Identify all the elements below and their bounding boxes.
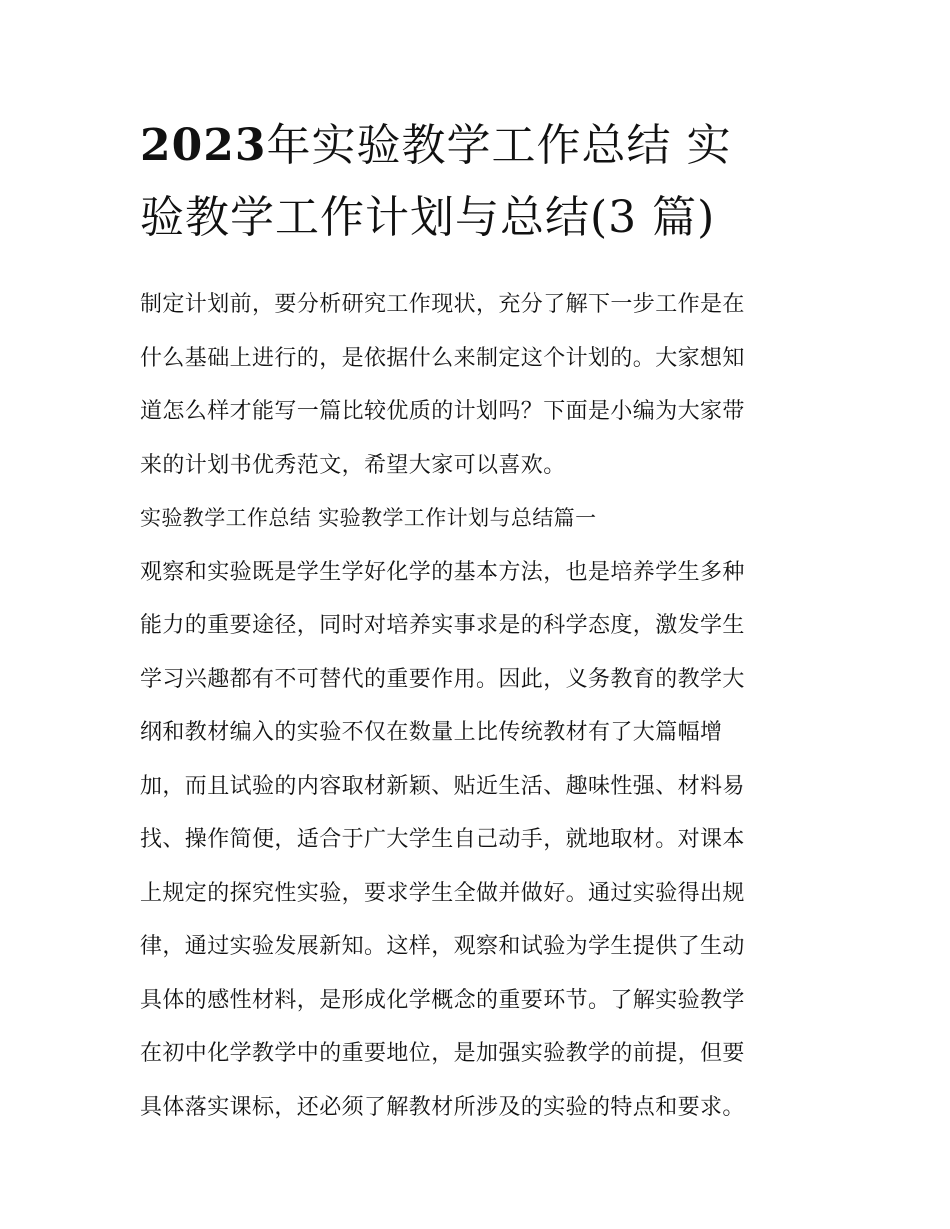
- intro-line-4: 来的计划书优秀范文，希望大家可以喜欢。: [140, 452, 566, 478]
- paragraph-line-4: 纲和教材编入的实验不仅在数量上比传统教材有了大篇幅增: [140, 720, 723, 745]
- document-title: [140, 110, 820, 254]
- paragraph-line-6: 找、操作简便，适合于广大学生自己动手，就地取材。对课本: [140, 827, 745, 852]
- paragraph-line-11: 具体落实课标，还必须了解教材所涉及的实验的特点和要求。: [140, 1094, 745, 1120]
- title-year: 2023: [140, 120, 267, 171]
- title-line-2: [140, 182, 820, 254]
- title-line-2-text: 验教学工作计划与总结(3 篇): [140, 192, 716, 243]
- paragraph-line-9: 具体的感性材料，是形成化学概念的重要环节。了解实验教学: [140, 987, 745, 1013]
- document-body: [140, 278, 820, 1134]
- intro-line-3: 道怎么样才能写一篇比较优质的计划吗？下面是小编为大家带: [140, 399, 745, 424]
- intro-line-1: 制定计划前，要分析研究工作现状，充分了解下一步工作是在: [140, 292, 745, 317]
- title-line-1-text: 年实验教学工作总结 实: [266, 120, 732, 171]
- intro-line-2: 什么基础上进行的，是依据什么来制定这个计划的。大家想知: [140, 345, 745, 371]
- paragraph-line-7: 上规定的探究性实验，要求学生全做并做好。通过实验得出规: [140, 880, 745, 906]
- title-line-1: [140, 110, 820, 182]
- paragraph-line-5: 加，而且试验的内容取材新颖、贴近生活、趣味性强、材料易: [140, 773, 745, 799]
- paragraph-line-3: 学习兴趣都有不可替代的重要作用。因此，义务教育的教学大: [140, 666, 745, 692]
- paragraph-line-8: 律，通过实验发展新知。这样，观察和试验为学生提供了生动: [140, 934, 745, 959]
- section-heading: 实验教学工作总结 实验教学工作计划与总结篇一: [140, 506, 597, 530]
- paragraph-line-1: 观察和实验既是学生学好化学的基本方法，也是培养学生多种: [140, 559, 745, 585]
- paragraph-line-2: 能力的重要途径，同时对培养实事求是的科学态度，激发学生: [140, 613, 745, 638]
- paragraph-line-10: 在初中化学教学中的重要地位，是加强实验教学的前提，但要: [140, 1041, 745, 1066]
